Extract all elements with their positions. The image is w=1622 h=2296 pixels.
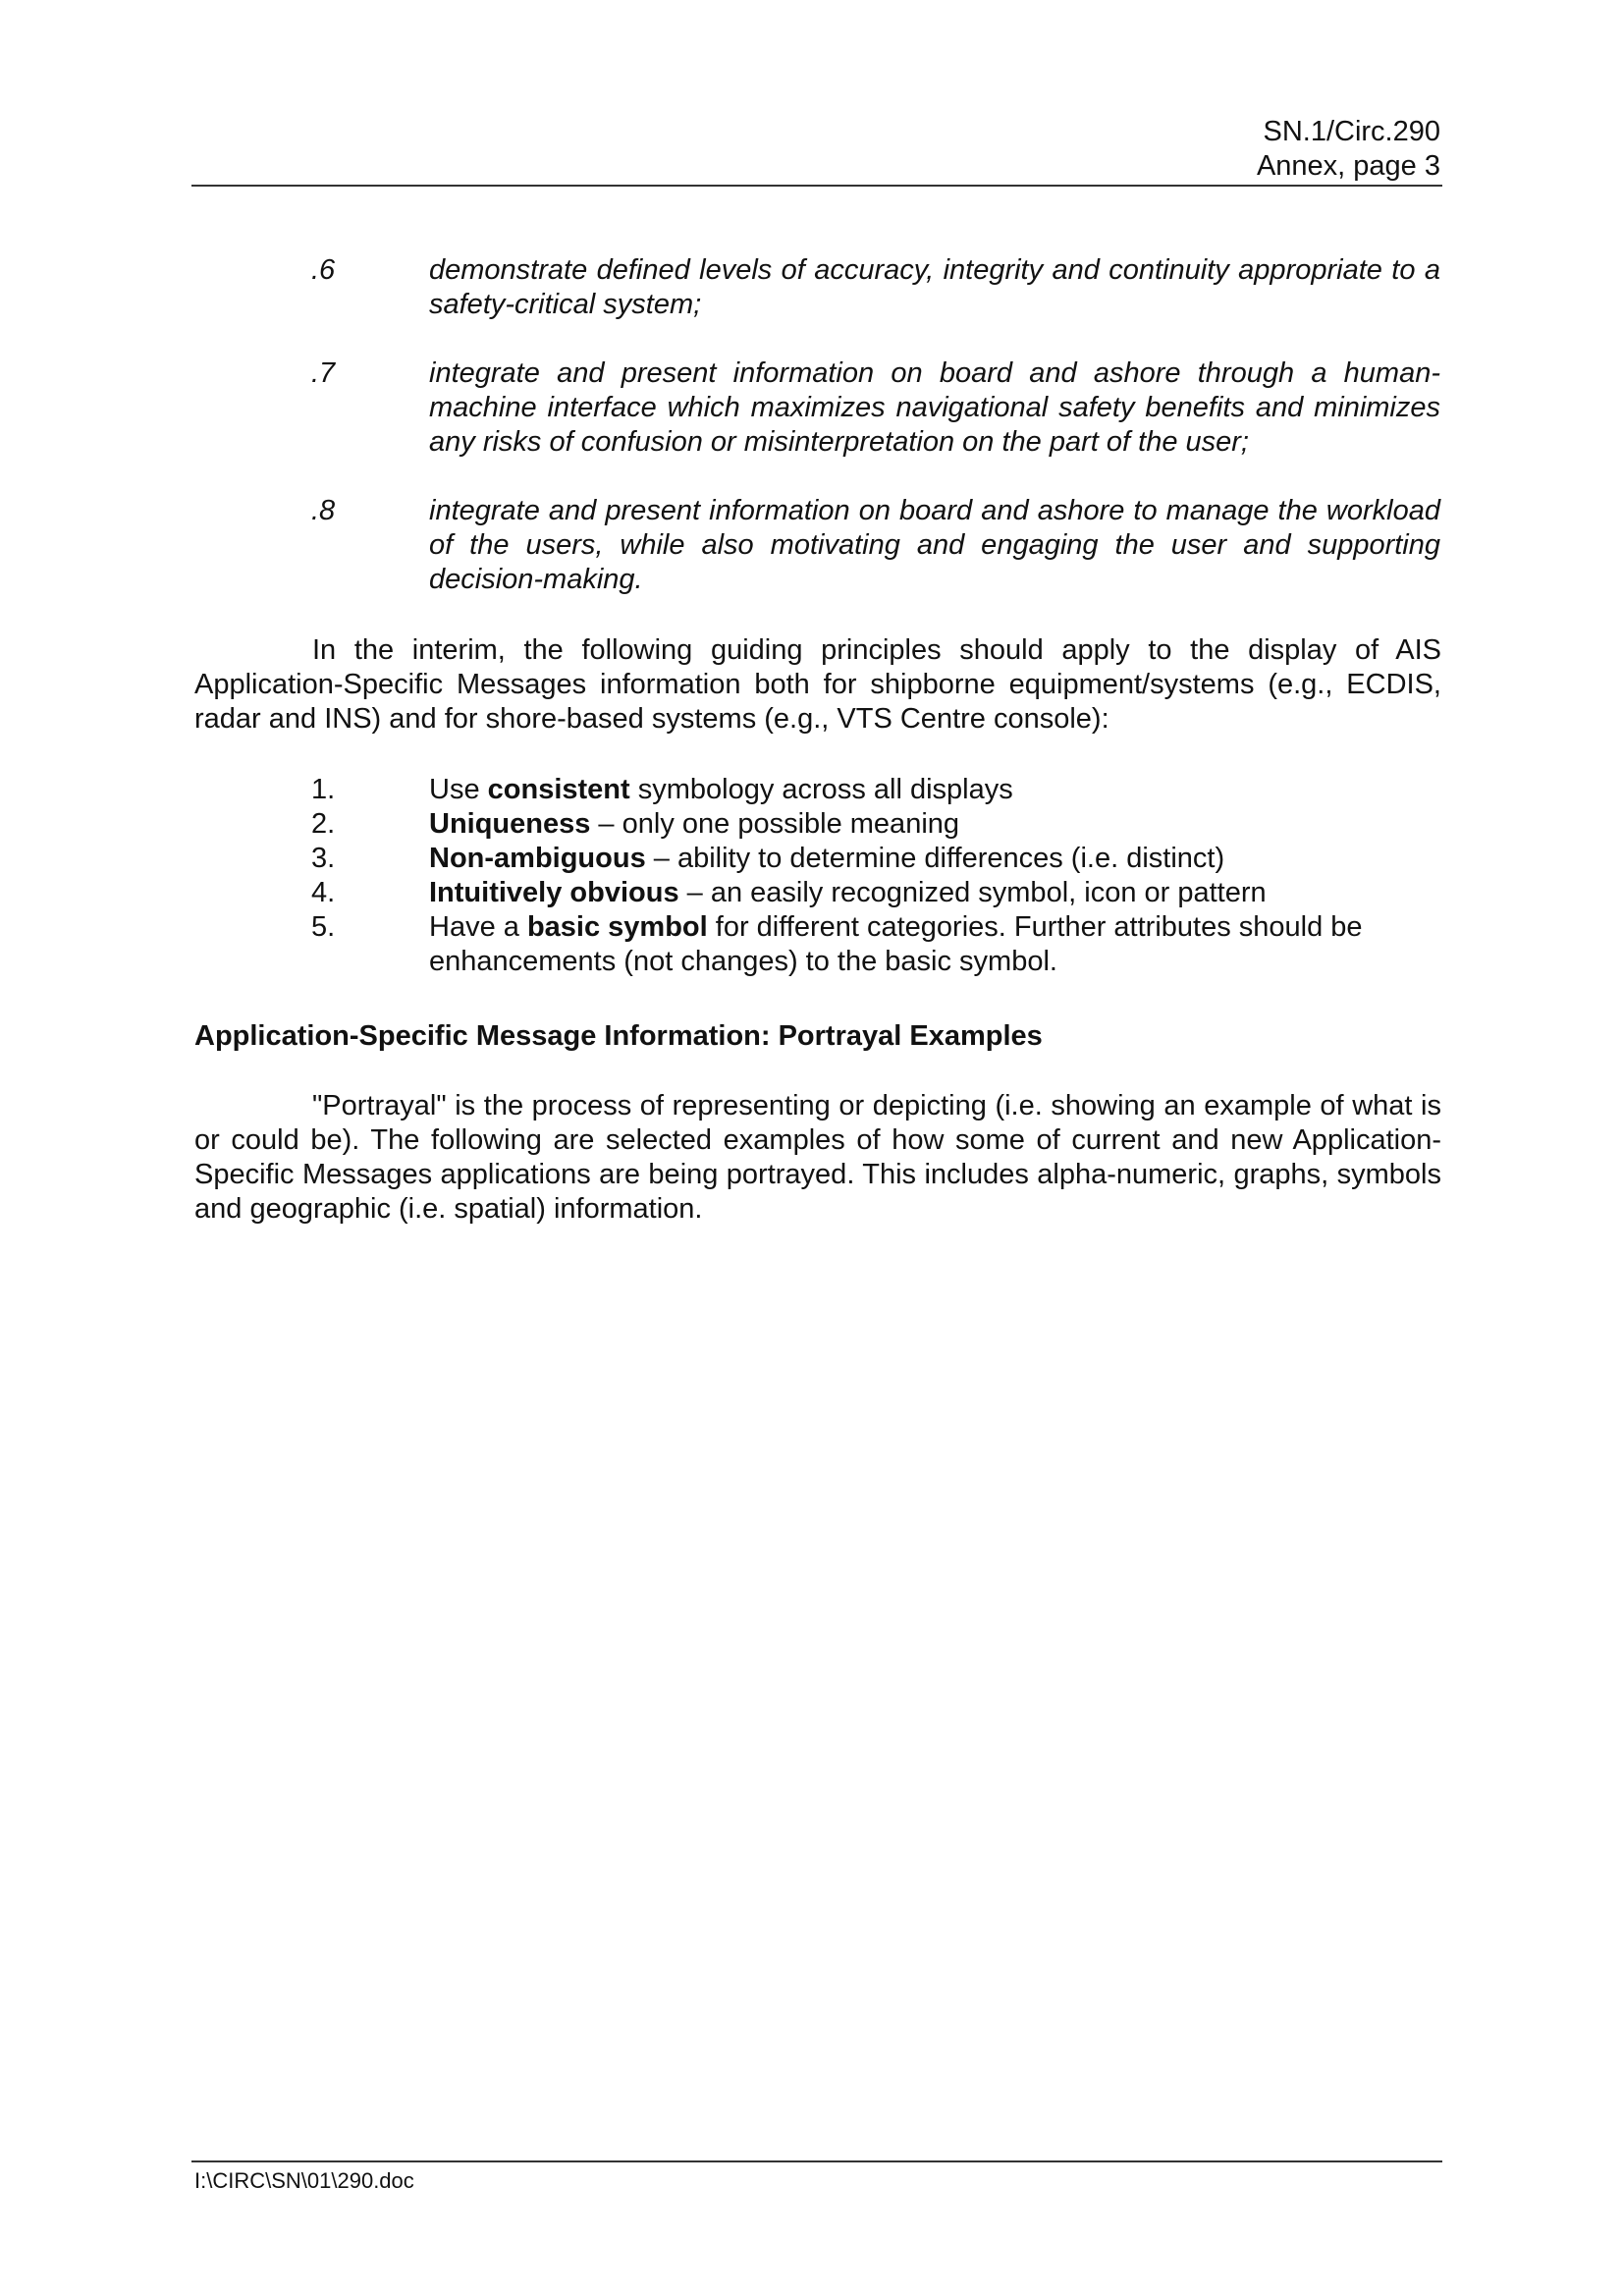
principle-text — [429, 876, 1440, 910]
document-reference: SN.1/Circ.290 — [1263, 116, 1440, 147]
principle-number: 5. — [311, 911, 336, 943]
principle-number: 1. — [311, 774, 336, 805]
interim-paragraph-text: In the interim, the following guiding principles should apply to the display of AIS Application-Specific Messages information both for shipborne equipment/systems (e.g., ECDIS, radar and INS) and for shore-based systems (e.g., VTS Centre console): — [194, 634, 1441, 735]
principle-text — [429, 910, 1440, 979]
item-number: .7 — [311, 357, 336, 389]
footer-rule — [191, 2160, 1442, 2162]
principle-post: – ability to determine differences (i.e. distinct) — [645, 843, 1225, 874]
principle-key-term: Intuitively obvious — [429, 877, 679, 908]
item-number: .6 — [311, 254, 336, 286]
guiding-principles-list — [311, 773, 1442, 979]
item-number: .8 — [311, 495, 336, 526]
principle-text — [429, 773, 1440, 807]
annex-page-label: Annex, page 3 — [1256, 150, 1440, 182]
principle-post: – an easily recognized symbol, icon or pattern — [678, 877, 1267, 908]
header-rule — [191, 185, 1442, 187]
principle-text — [429, 807, 1440, 842]
principle-item — [311, 876, 1442, 910]
item-text: integrate and present information on board and ashore through a human-machine interface which maximizes navigational safety benefits and minimizes any risks of confusion or misinterpretation on the part of the user; — [429, 357, 1440, 458]
interim-paragraph — [194, 633, 1441, 737]
principle-key-term: Uniqueness — [429, 808, 591, 840]
principle-key-term: basic symbol — [526, 911, 708, 943]
principle-item — [311, 807, 1442, 842]
principle-post: for different categories. Further attributes should be enhancements (not changes) to the basic symbol. — [429, 911, 1363, 977]
list-item-8 — [311, 494, 1442, 597]
item-text: demonstrate defined levels of accuracy, integrity and continuity appropriate to a safety-critical system; — [429, 254, 1440, 320]
list-item-7 — [311, 356, 1442, 460]
page-header — [191, 115, 1440, 184]
principle-key-term: consistent — [487, 774, 630, 805]
list-item-6 — [311, 253, 1442, 322]
section-heading: Application-Specific Message Information: Portrayal Examples — [194, 1020, 1043, 1052]
principle-item — [311, 773, 1442, 807]
item-text: integrate and present information on board and ashore to manage the workload of the users, while also motivating and engaging the user and supporting decision-making. — [429, 495, 1440, 595]
principle-post: – only one possible meaning — [590, 808, 960, 840]
principle-pre: Have a — [429, 911, 527, 943]
principle-item — [311, 910, 1442, 979]
principle-number: 4. — [311, 877, 336, 908]
principle-number: 3. — [311, 843, 336, 874]
principle-key-term: Non-ambiguous — [429, 843, 646, 874]
principle-text — [429, 842, 1440, 876]
portrayal-paragraph-text: "Portrayal" is the process of representing or depicting (i.e. showing an example of what is or could be). The following are selected examples of how some of current and new Application-Specific Messages applications are being portrayed. This includes alpha-numeric, graphs, symbols and geographic (i.e. spatial) information. — [194, 1090, 1441, 1225]
principle-post: symbology across all displays — [629, 774, 1013, 805]
principle-pre: Use — [429, 774, 488, 805]
principle-number: 2. — [311, 808, 336, 840]
footer-file-path: I:\CIRC\SN\01\290.doc — [194, 2168, 414, 2193]
portrayal-paragraph — [194, 1089, 1441, 1227]
principle-item — [311, 842, 1442, 876]
